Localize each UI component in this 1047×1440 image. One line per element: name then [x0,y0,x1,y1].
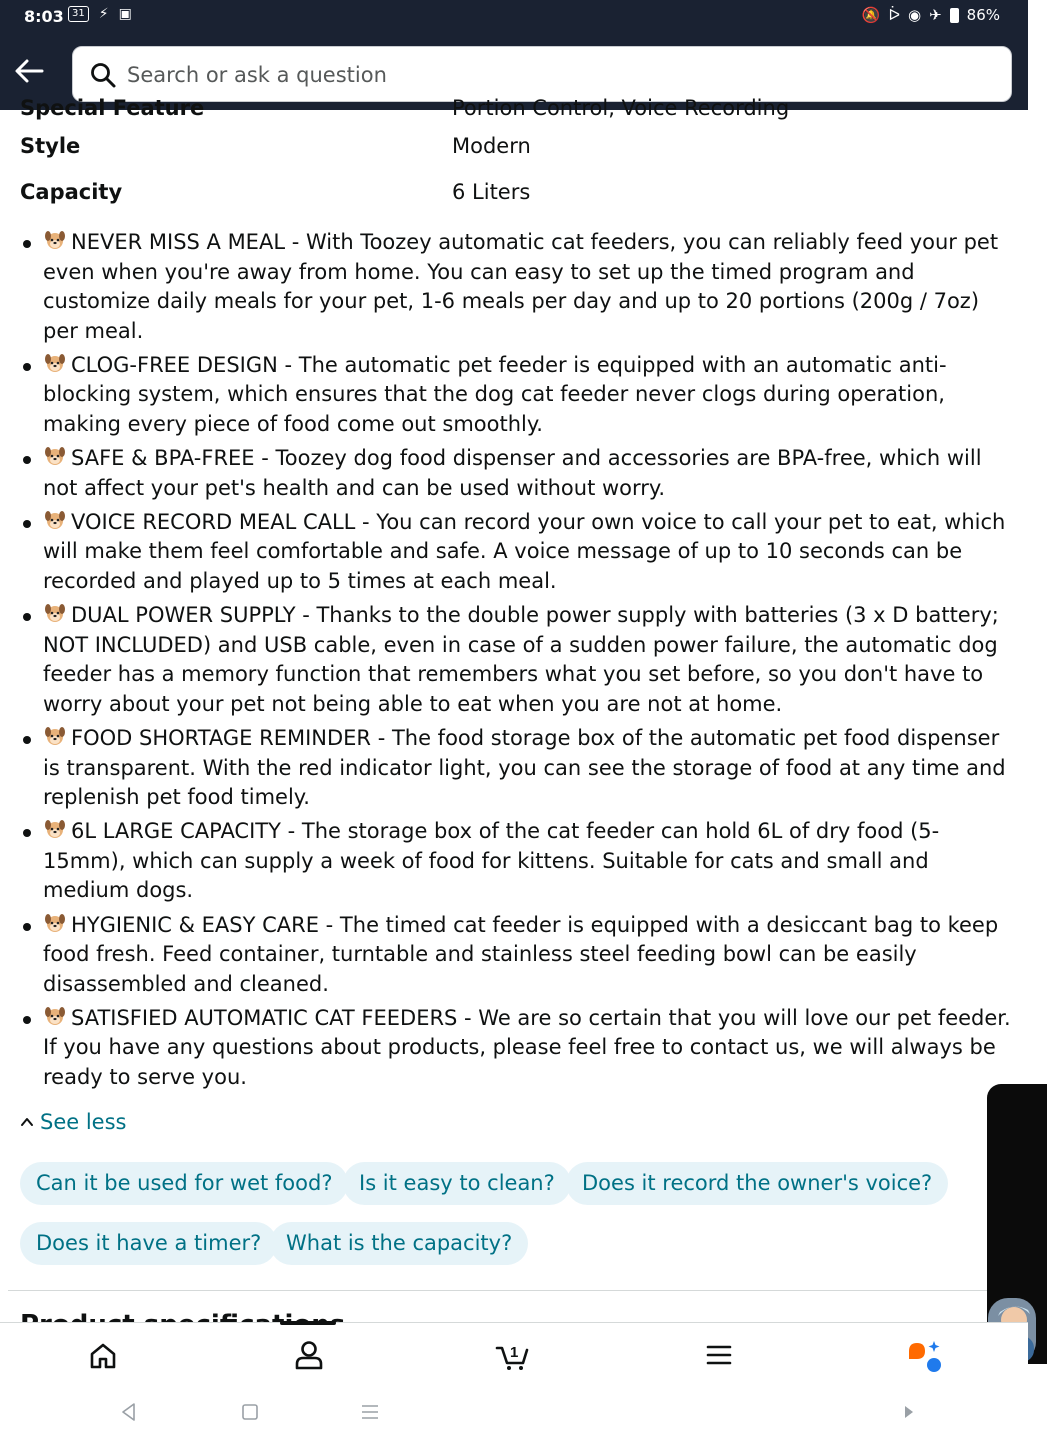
status-bar [0,0,1028,34]
feature-bullet-text: FOOD SHORTAGE REMINDER - The food storage box of the automatic pet food dispenser is transparent. With the red indicator light, you can see the storage of food at any time and replenish pet food timely. [43,726,1006,810]
feature-bullet [20,1004,1012,1093]
cart-icon[interactable] [495,1337,531,1373]
see-less-label: See less [40,1110,127,1134]
system-home-icon[interactable] [238,1400,262,1424]
home-icon[interactable] [85,1337,121,1373]
mute-icon: 🔕 [861,6,881,24]
active-tab-indicator [280,1321,336,1325]
battery-percent: 86% [966,6,1000,24]
dog-face-icon [43,351,67,375]
airplane-icon: ✈ [929,6,942,24]
product-details [0,96,1028,1322]
menu-icon[interactable] [701,1337,737,1373]
bullet-dot [23,363,31,371]
dog-face-icon [43,508,67,532]
feature-bullet-text: 6L LARGE CAPACITY - The storage box of the cat feeder can hold 6L of dry food (5-15mm), which can supply a week of food for kittens. Suitable for cats and small and medium dogs. [43,819,940,903]
spec-value: 6 Liters [452,180,531,204]
system-recents-icon[interactable] [358,1400,382,1424]
see-less-link[interactable] [20,1110,126,1134]
feature-bullet-text: HYGIENIC & EASY CARE - The timed cat feeder is equipped with a desiccant bag to keep food fresh. Feed container, turntable and stainless steel feeding bowl can be easily disassembled and cleaned. [43,912,999,996]
question-chip[interactable]: Is it easy to clean? [343,1162,571,1205]
question-chip[interactable]: Does it have a timer? [20,1222,277,1265]
feature-bullet [20,724,1012,813]
dog-face-icon [43,817,67,841]
bullet-dot [23,829,31,837]
top-bar [0,0,1028,110]
feature-bullet [20,817,1012,906]
spec-label: Special Feature [20,96,205,120]
status-system-icons [862,6,1000,24]
dog-face-icon [43,911,67,935]
question-chip[interactable]: What is the capacity? [270,1222,528,1265]
feature-bullet [20,444,1012,503]
bottom-navigation [0,1322,1028,1384]
wifi-icon: ◉ [907,6,922,24]
search-input[interactable] [127,57,987,93]
back-arrow-icon[interactable] [12,54,46,88]
feature-bullet [20,351,1012,440]
system-back-icon[interactable] [117,1400,141,1424]
question-chip[interactable]: Can it be used for wet food? [20,1162,348,1205]
notification-icon: ⚡ [98,6,109,22]
bullet-dot [23,520,31,528]
spec-row-special-feature [20,96,1010,120]
question-chip[interactable]: Does it record the owner's voice? [566,1162,948,1205]
feature-bullet-text: DUAL POWER SUPPLY - Thanks to the double power supply with batteries (3 x D battery; NOT INCLUDED) and USB cable, even in case of a sudden power failure, the automatic dog feeder has a memory function that remembers what you set before, so you don't have to worry about your pet not being able to eat when you are not at home. [43,603,999,716]
keyboard-switch-icon[interactable] [897,1400,921,1424]
bluetooth-icon: ᐆ [888,6,900,24]
status-notification-icons [68,6,132,22]
rufus-assistant-icon[interactable] [906,1337,942,1373]
dog-face-icon [43,601,67,625]
app-notification-icon: ▣ [118,6,132,22]
account-icon[interactable] [291,1337,327,1373]
feature-bullet-text: VOICE RECORD MEAL CALL - You can record your own voice to call your pet to eat, which will make them feel comfortable and safe. A voice message of up to 10 seconds can be recorded and played up to 5 times at each meal. [43,509,1006,594]
feature-bullet [20,911,1012,1000]
bullet-dot [23,456,31,464]
feature-bullet [20,228,1012,346]
chevron-up-icon [20,1115,34,1129]
spec-row-capacity [20,180,1010,210]
spec-value: Portion Control, Voice Recording [452,96,790,120]
search-icon [89,61,117,89]
feature-bullet-list [20,228,1012,1097]
spec-value: Modern [452,134,531,158]
bullet-dot [23,613,31,621]
feature-bullet-text: SATISFIED AUTOMATIC CAT FEEDERS - We are so certain that you will love our pet feeder. If you have any questions about products, please feel free to contact us, we will always be ready to serve you. [43,1005,1011,1090]
feature-bullet [20,601,1012,719]
dog-face-icon [43,444,67,468]
status-time: 8:03 [24,7,64,26]
cart-count: 1 [510,1344,519,1361]
search-bar[interactable] [72,46,1012,102]
spec-row-style [20,134,1010,164]
feature-bullet [20,508,1012,597]
dog-face-icon [43,228,67,252]
system-navigation-bar [0,1384,1028,1440]
feature-bullet-text: CLOG-FREE DESIGN - The automatic pet feeder is equipped with an automatic anti-blocking system, which ensures that the dog cat feeder never clogs during operation, making every piece of food come out smoothly. [43,352,947,437]
spec-label: Capacity [20,180,123,204]
bullet-dot [23,923,31,931]
feature-bullet-text: NEVER MISS A MEAL - With Toozey automatic cat feeders, you can reliably feed your pet even when you're away from home. You can easy to set up the timed program and customize daily meals for your pet, 1-6 meals per day and up to 20 portions (200g / 7oz) per meal. [43,230,999,343]
bullet-dot [23,240,31,248]
dog-face-icon [43,724,67,748]
bullet-dot [23,1016,31,1024]
spec-label: Style [20,134,81,158]
battery-icon [950,8,959,23]
bullet-dot [23,736,31,744]
section-divider [8,1290,988,1291]
calendar-icon: 31 [68,6,89,22]
dog-face-icon [43,1004,67,1028]
feature-bullet-text: SAFE & BPA-FREE - Toozey dog food dispenser and accessories are BPA-free, which will not affect your pet's health and can be used without worry. [43,446,982,500]
